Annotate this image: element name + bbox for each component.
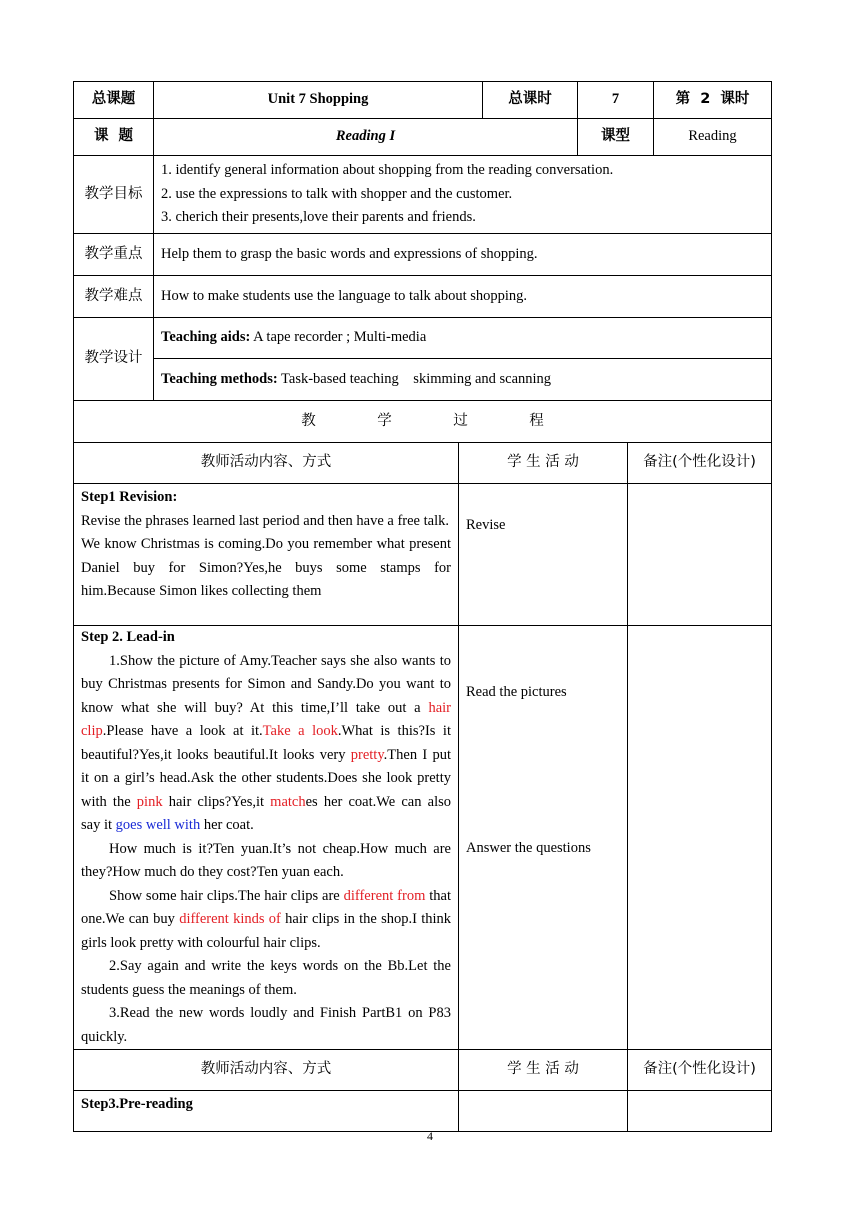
type-value: Reading xyxy=(654,119,772,156)
lesson-title: Reading I xyxy=(154,119,578,156)
step1-teacher xyxy=(74,484,459,626)
page-number: 4 xyxy=(427,1129,433,1143)
teaching-methods-label: Teaching methods: xyxy=(161,370,278,387)
step1-title: Step1 Revision: xyxy=(81,489,178,505)
highlight-phrase: Take a look xyxy=(262,723,338,739)
lesson-number: 第 2 课时 xyxy=(654,82,772,119)
teaching-process-table xyxy=(73,442,772,1132)
highlight-phrase-blue: goes well with xyxy=(115,817,201,833)
highlight-phrase: pretty xyxy=(350,746,384,763)
step2-student-activity: Answer the questions xyxy=(466,839,591,856)
process-title-char: 程 xyxy=(529,412,544,429)
lesson-label: 课 题 xyxy=(74,119,154,156)
text-run: Show some hair clips.The hair clips are xyxy=(109,887,344,904)
step2-notes xyxy=(628,626,772,1050)
total-hours-value: 7 xyxy=(578,82,654,119)
topic-label: 总课题 xyxy=(74,82,154,119)
design-label: 教学设计 xyxy=(74,318,154,401)
highlight-phrase: hair clip xyxy=(81,699,451,739)
step2-teacher xyxy=(74,626,459,1050)
objective-item: 3. cherich their presents,love their parents and friends. xyxy=(161,209,476,226)
text-run: es her coat.We can also say it xyxy=(81,793,452,833)
key-points-text: Help them to grasp the basic words and expressions of shopping. xyxy=(154,234,772,276)
step2-paragraph xyxy=(81,885,451,956)
step2-paragraph: How much is it?Ten yuan.It’s not cheap.How much are they?How much do they cost?Ten yuan each. xyxy=(81,840,451,880)
teaching-methods xyxy=(154,359,772,401)
highlight-phrase: different from xyxy=(343,887,426,904)
step1-paragraph: We know Christmas is coming.Do you remember what present Daniel buy for Simon?Yes,he buys some stamps for him.Because Simon likes collecting them xyxy=(81,536,451,599)
step2-paragraph xyxy=(81,650,451,838)
step2-paragraph: 2.Say again and write the keys words on the Bb.Let the students guess the meanings of them. xyxy=(81,958,451,998)
text-run: .Please have a look at it. xyxy=(102,723,263,739)
highlight-phrase: pink xyxy=(136,793,163,810)
teaching-aids-text: A tape recorder ; Multi-media xyxy=(250,329,427,346)
text-run: hair clips in the shop.I think girls look pretty with colourful hair clips. xyxy=(81,911,452,951)
col-teacher-activity: 教师活动内容、方式 xyxy=(74,1050,459,1091)
difficulties-text: How to make students use the language to talk about shopping. xyxy=(154,276,772,318)
difficulties-label: 教学难点 xyxy=(74,276,154,318)
objectives-label: 教学目标 xyxy=(74,156,154,234)
process-title-char: 教 xyxy=(301,412,316,429)
step3-notes xyxy=(628,1091,772,1132)
step1-student: Revise xyxy=(459,484,628,626)
col-teacher-activity: 教师活动内容、方式 xyxy=(74,443,459,484)
text-run: .Then I put it on a girl’s head.Ask the other students.Does she look pretty with the xyxy=(81,746,451,810)
step2-student xyxy=(459,626,628,1050)
teaching-methods-text: Task-based teaching skimming and scanning xyxy=(277,370,552,387)
col-student-activity: 学 生 活 动 xyxy=(459,1050,628,1091)
step1-notes xyxy=(628,484,772,626)
step2-paragraph: 3.Read the new words loudly and Finish PartB1 on P83 quickly. xyxy=(81,1005,451,1045)
step1-paragraph: Revise the phrases learned last period and then have a free talk. xyxy=(81,512,449,529)
objective-item: 1. identify general information about shopping from the reading conversation. xyxy=(161,162,614,179)
key-points-label: 教学重点 xyxy=(74,234,154,276)
objectives-content xyxy=(154,156,772,234)
text-run: her coat. xyxy=(200,817,254,833)
col-notes: 备注(个性化设计) xyxy=(628,1050,772,1091)
teaching-aids-label: Teaching aids: xyxy=(161,329,251,346)
step3-title: Step3.Pre-reading xyxy=(74,1091,459,1132)
objective-item: 2. use the expressions to talk with shopper and the customer. xyxy=(161,185,513,202)
text-run: .What is this?Is it beautiful?Yes,it looks beautiful.It looks very xyxy=(81,723,451,763)
lesson-info-table xyxy=(73,81,772,443)
step2-student-activity: Read the pictures xyxy=(466,684,567,700)
teaching-aids xyxy=(154,318,772,359)
step2-title: Step 2. Lead-in xyxy=(81,629,175,645)
type-label: 课型 xyxy=(578,119,654,156)
topic-value: Unit 7 Shopping xyxy=(154,82,483,119)
highlight-phrase: different kinds of xyxy=(179,911,281,927)
process-title-char: 学 xyxy=(377,412,392,429)
text-run: hair clips?Yes,it xyxy=(162,793,271,810)
step3-student xyxy=(459,1091,628,1132)
process-title xyxy=(74,401,772,443)
col-notes: 备注(个性化设计) xyxy=(628,443,772,484)
process-title-char: 过 xyxy=(453,412,468,429)
highlight-phrase: match xyxy=(270,793,306,810)
text-run: 1.Show the picture of Amy.Teacher says she also wants to buy Christmas presents for Simon and Sandy.Do you want to know what she will buy? At this time,I’ll take out a xyxy=(81,652,451,716)
col-student-activity: 学 生 活 动 xyxy=(459,443,628,484)
total-hours-label: 总课时 xyxy=(483,82,578,119)
text-run: that one.We can buy xyxy=(81,887,451,927)
